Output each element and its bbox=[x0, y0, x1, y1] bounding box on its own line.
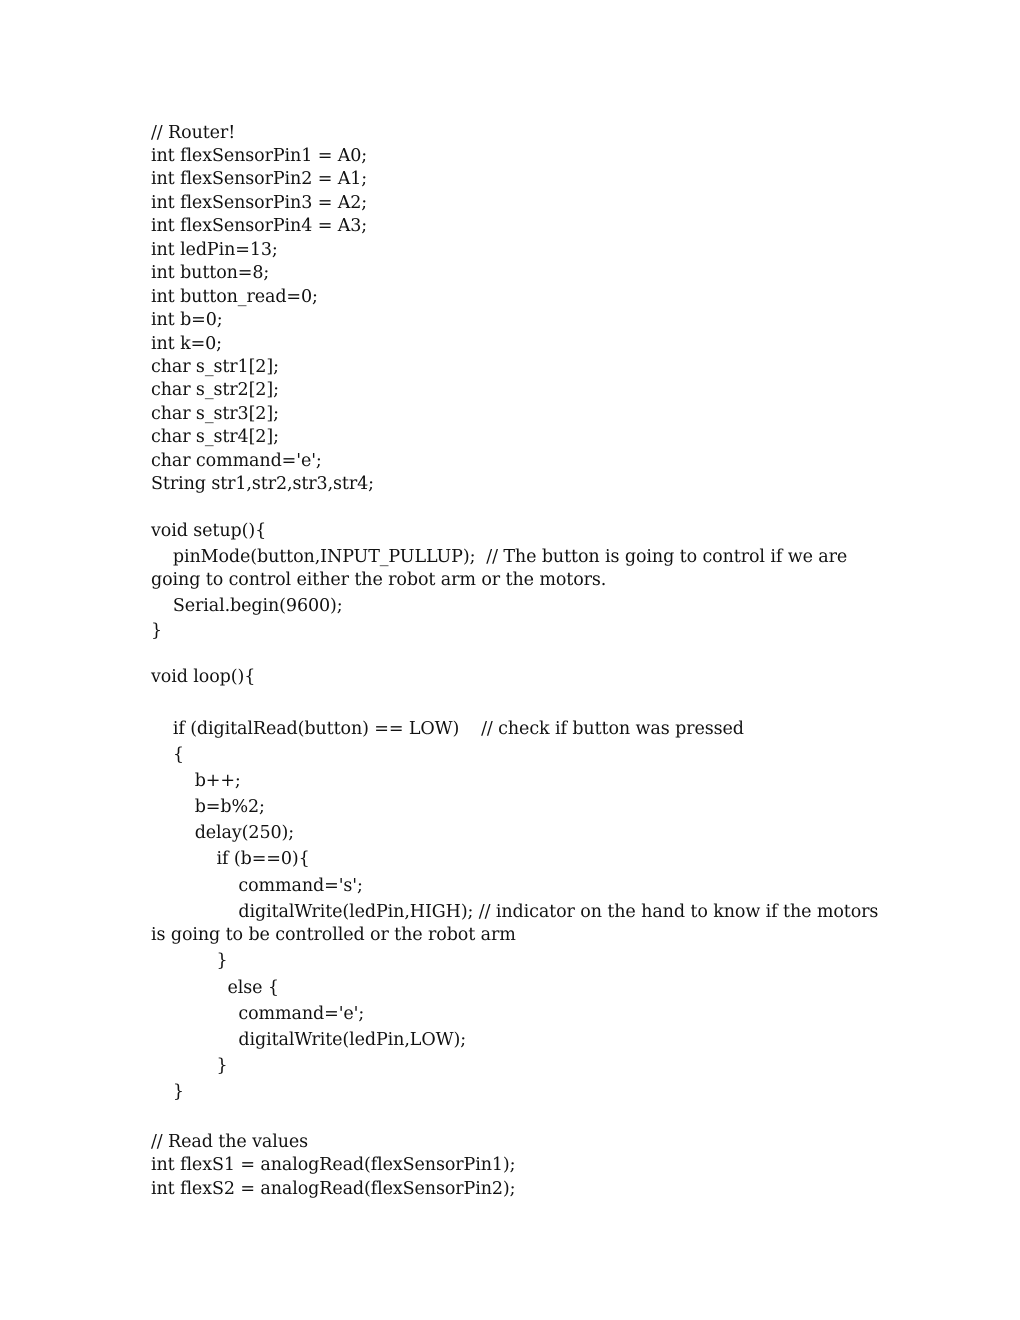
code-line: int flexSensorPin1 = A0; bbox=[151, 146, 368, 166]
code-line: int k=0; bbox=[151, 334, 222, 354]
code-line: { bbox=[151, 745, 184, 765]
code-line: int flexSensorPin2 = A1; bbox=[151, 169, 368, 189]
code-line: } bbox=[151, 1082, 184, 1102]
code-line: int button_read=0; bbox=[151, 287, 318, 307]
code-line: char s_str2[2]; bbox=[151, 380, 279, 400]
code-line: int flexSensorPin3 = A2; bbox=[151, 193, 368, 213]
code-line: int flexS2 = analogRead(flexSensorPin2); bbox=[151, 1179, 516, 1199]
code-line: } bbox=[151, 621, 163, 641]
code-line: Serial.begin(9600); bbox=[151, 596, 343, 616]
code-line: digitalWrite(ledPin,LOW); bbox=[151, 1030, 466, 1050]
code-line: if (digitalRead(button) == LOW) // check if button was pressed bbox=[151, 719, 744, 739]
code-line: void loop(){ bbox=[151, 667, 256, 687]
code-line: int flexSensorPin4 = A3; bbox=[151, 216, 368, 236]
code-line: char s_str1[2]; bbox=[151, 357, 279, 377]
code-line: b++; bbox=[151, 771, 241, 791]
code-line: pinMode(button,INPUT_PULLUP); // The button is going to control if we are bbox=[151, 547, 848, 567]
code-line: String str1,str2,str3,str4; bbox=[151, 474, 374, 494]
code-line: // Read the values bbox=[151, 1132, 309, 1152]
code-line: command='e'; bbox=[151, 1004, 365, 1024]
code-line: char command='e'; bbox=[151, 451, 322, 471]
code-line: char s_str4[2]; bbox=[151, 427, 279, 447]
code-line: b=b%2; bbox=[151, 797, 265, 817]
code-line: is going to be controlled or the robot arm bbox=[151, 925, 516, 945]
code-line: command='s'; bbox=[151, 876, 363, 896]
code-line: void setup(){ bbox=[151, 521, 267, 541]
code-line: else { bbox=[151, 978, 279, 998]
code-line: } bbox=[151, 1056, 228, 1076]
code-line: int ledPin=13; bbox=[151, 240, 278, 260]
code-line: char s_str3[2]; bbox=[151, 404, 279, 424]
code-line: int button=8; bbox=[151, 263, 270, 283]
code-line: if (b==0){ bbox=[151, 849, 310, 869]
code-line: int b=0; bbox=[151, 310, 223, 330]
code-line: delay(250); bbox=[151, 823, 295, 843]
code-line: int flexS1 = analogRead(flexSensorPin1); bbox=[151, 1155, 516, 1175]
code-line: // Router! bbox=[151, 123, 236, 143]
code-line: going to control either the robot arm or the motors. bbox=[151, 570, 607, 590]
code-line: digitalWrite(ledPin,HIGH); // indicator on the hand to know if the motors bbox=[151, 902, 879, 922]
code-line: } bbox=[151, 951, 228, 971]
